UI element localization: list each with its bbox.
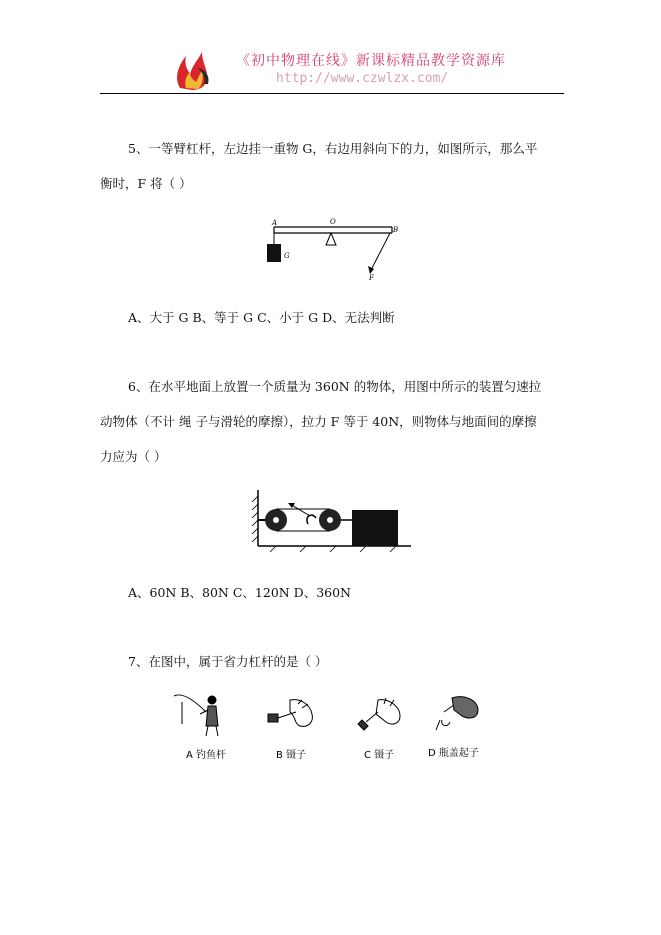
tool-label-a: A 钓鱼杆 [186, 750, 227, 761]
q6-text-line3: 力应为（ ） [100, 449, 167, 464]
flame-logo-icon [172, 48, 212, 90]
tool-label-d: D 瓶盖起子 [428, 748, 479, 759]
q5-lever-figure [262, 216, 402, 284]
tool-label-b: B 镊子 [276, 750, 307, 761]
q6-options: A、60N B、80N C、120N D、360N [128, 585, 351, 600]
tweezers-hand-icon [268, 700, 312, 727]
q7-tools-figure [172, 690, 502, 768]
q5-label-f: F [369, 274, 374, 282]
q5-text-line2: 衡时，F 将（ ） [100, 176, 192, 191]
fishing-rod-icon [174, 695, 218, 736]
q6-text-line1: 6、在水平地面上放置一个质量为 360N 的物体，用图中所示的装置匀速拉 [128, 379, 542, 394]
header-divider [100, 93, 564, 94]
q5-label-o: O [330, 218, 336, 226]
tool-label-c: C 镊子 [364, 750, 395, 761]
page-header [100, 44, 564, 94]
q7-text-line1: 7、在图中，属于省力杠杆的是（ ） [128, 654, 328, 669]
q5-label-g: G [284, 252, 290, 260]
header-title: 《初中物理在线》新课标精品教学资源库 [236, 53, 506, 69]
q5-label-a: A [272, 219, 278, 227]
q6-text-line2: 动物体（不计 绳 子与滑轮的摩擦），拉力 F 等于 40N，则物体与地面间的摩擦 [100, 414, 537, 429]
bottle-opener-hand-icon [436, 697, 478, 730]
chisel-hand-icon [358, 698, 400, 730]
q6-pulley-figure [246, 490, 416, 552]
q5-text-line1: 5、一等臂杠杆，左边挂一重物 G，右边用斜向下的力，如图所示，那么平 [128, 141, 538, 156]
q5-options: A、大于 G B、等于 G C、小于 G D、无法判断 [128, 310, 395, 325]
q5-label-b: B [393, 226, 399, 234]
header-url: http://www.czwlzx.com/ [276, 71, 449, 86]
